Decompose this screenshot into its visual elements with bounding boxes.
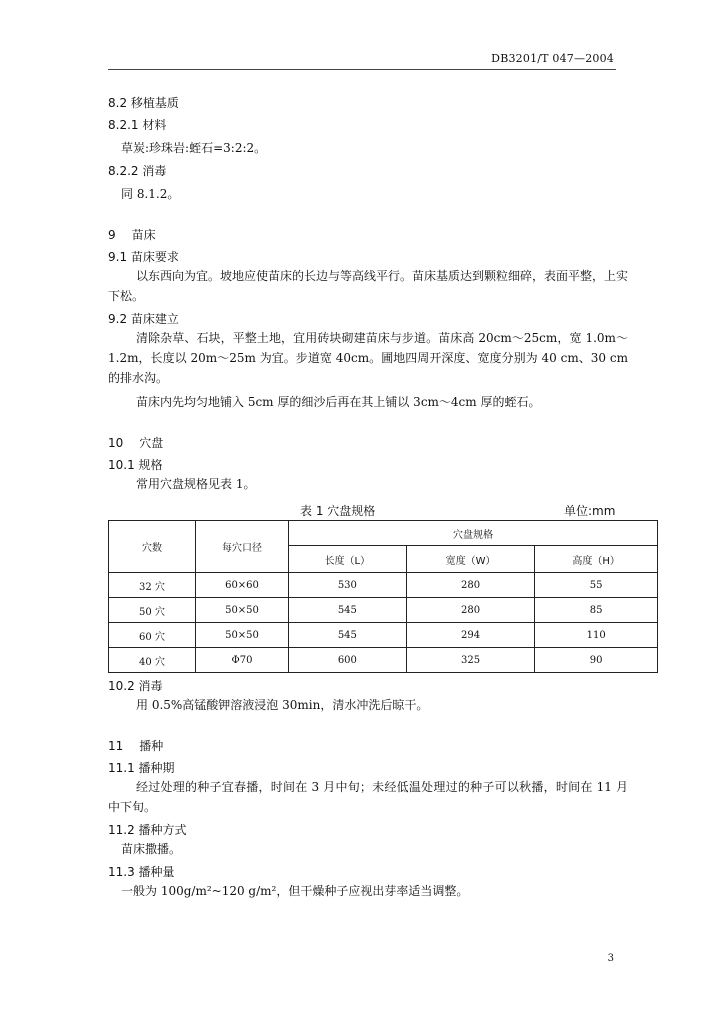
paragraph-11-1: 经过处理的种子宜春播，时间在 3 月中旬；未经低温处理过的种子可以秋播，时间在 11 月中下旬。 xyxy=(108,780,628,814)
cell-width: 325 xyxy=(406,648,535,673)
paragraph-11-2: 苗床撒播。 xyxy=(121,842,182,856)
col-diameter: 每穴口径 xyxy=(196,521,289,573)
heading-10 xyxy=(108,434,628,452)
cell-width: 280 xyxy=(406,598,535,623)
table-row xyxy=(109,573,658,598)
table-header-row xyxy=(109,521,658,546)
heading-9-number: 9 xyxy=(108,228,116,242)
heading-9 xyxy=(108,226,628,244)
cell-height: 90 xyxy=(535,648,658,673)
col-height: 高度（H） xyxy=(535,546,658,573)
heading-11-number: 11 xyxy=(108,739,124,753)
paragraph-9-1: 以东西向为宜。坡地应使苗床的长边与等高线平行。苗床基质达到颗粒细碎，表面平整，上实下松。 xyxy=(108,269,629,303)
paragraph-10-2: 用 0.5%高锰酸钾溶液浸泡 30min，清水冲洗后晾干。 xyxy=(136,698,429,712)
heading-10-title: 穴盘 xyxy=(139,436,164,450)
heading-9-1: 9.1 苗床要求 xyxy=(108,250,179,264)
heading-10-number: 10 xyxy=(108,436,124,450)
table-row xyxy=(109,598,658,623)
cell-length: 530 xyxy=(289,573,407,598)
header-rule xyxy=(108,69,616,70)
col-spec: 穴盘规格 xyxy=(289,521,658,546)
cell-holes: 40 穴 xyxy=(109,648,196,673)
heading-10-1: 10.1 规格 xyxy=(108,458,163,472)
tray-spec-table xyxy=(108,520,658,673)
paragraph-11-3: 一般为 100g/m²~120 g/m²，但干燥种子应视出芽率适当调整。 xyxy=(121,884,469,898)
cell-width: 280 xyxy=(406,573,535,598)
heading-11-3: 11.3 播种量 xyxy=(108,865,175,879)
heading-11-1: 11.1 播种期 xyxy=(108,761,175,775)
cell-holes: 60 穴 xyxy=(109,623,196,648)
paragraph-9-2-a: 清除杂草、石块，平整土地，宜用砖块砌建苗床与步道。苗床高 20cm～25cm，宽 1.0m～1.2m，长度以 20m～25m 为宜。步道宽 40cm。圃地四周开深度、宽度分别为 40 cm、30 cm 的排水沟。 xyxy=(108,331,628,385)
heading-11-title: 播种 xyxy=(139,739,164,753)
cell-height: 85 xyxy=(535,598,658,623)
cell-length: 600 xyxy=(289,648,407,673)
paragraph-8-2-2: 同 8.1.2。 xyxy=(121,187,180,201)
cell-holes: 32 穴 xyxy=(109,573,196,598)
heading-8-2-1: 8.2.1 材料 xyxy=(108,118,167,132)
paragraph-10-1: 常用穴盘规格见表 1。 xyxy=(136,477,256,491)
heading-10-2: 10.2 消毒 xyxy=(108,679,163,693)
cell-diameter: 50×50 xyxy=(196,598,289,623)
heading-9-title: 苗床 xyxy=(131,228,156,242)
cell-length: 545 xyxy=(289,623,407,648)
table-caption-row xyxy=(108,500,628,520)
col-width: 宽度（W） xyxy=(406,546,535,573)
col-length: 长度（L） xyxy=(289,546,407,573)
heading-11 xyxy=(108,737,628,755)
standard-code: DB3201/T 047—2004 xyxy=(491,52,614,65)
heading-8-2-2: 8.2.2 消毒 xyxy=(108,164,167,178)
cell-height: 55 xyxy=(535,573,658,598)
heading-8-2: 8.2 移植基质 xyxy=(108,96,179,110)
heading-11-2: 11.2 播种方式 xyxy=(108,823,187,837)
table-unit: 单位:mm xyxy=(564,504,616,518)
heading-9-2: 9.2 苗床建立 xyxy=(108,312,179,326)
table-row xyxy=(109,648,658,673)
cell-holes: 50 穴 xyxy=(109,598,196,623)
table-caption: 表 1 穴盘规格 xyxy=(300,504,376,518)
page-content xyxy=(108,94,628,901)
col-holes: 穴数 xyxy=(109,521,196,573)
cell-diameter: Φ70 xyxy=(196,648,289,673)
cell-height: 110 xyxy=(535,623,658,648)
page-number: 3 xyxy=(607,953,614,964)
paragraph-9-2-b: 苗床内先均匀地铺入 5cm 厚的细沙后再在其上铺以 3cm～4cm 厚的蛭石。 xyxy=(136,395,541,409)
paragraph-8-2-1: 草炭:珍珠岩:蛭石=3:2:2。 xyxy=(121,141,267,155)
cell-width: 294 xyxy=(406,623,535,648)
cell-diameter: 50×50 xyxy=(196,623,289,648)
cell-diameter: 60×60 xyxy=(196,573,289,598)
table-row xyxy=(109,623,658,648)
cell-length: 545 xyxy=(289,598,407,623)
